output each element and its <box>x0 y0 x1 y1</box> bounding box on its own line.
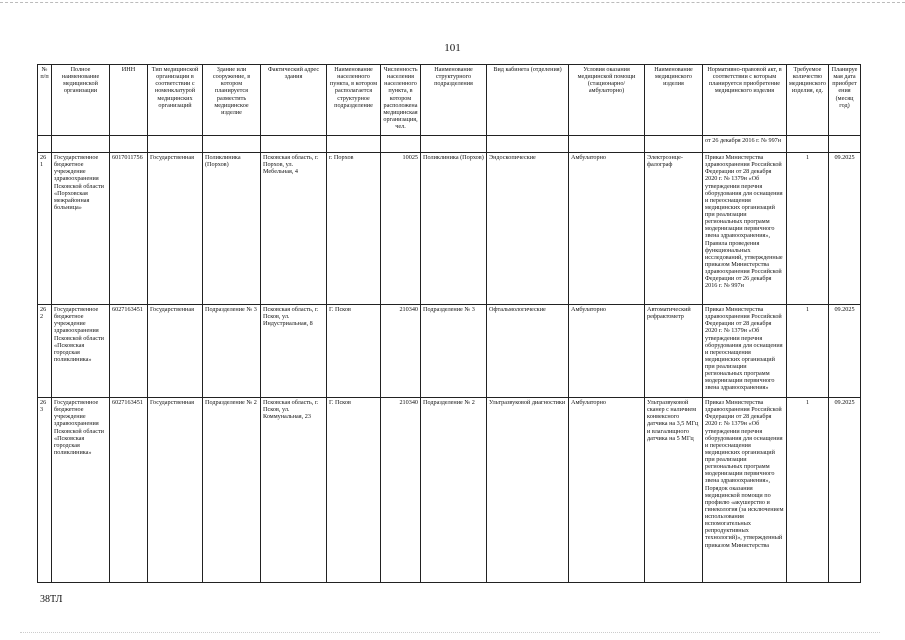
cell-unit: Подразделение № 3 <box>421 305 487 398</box>
header-num: № п/п <box>38 65 52 136</box>
cell-population: 210340 <box>381 305 421 398</box>
cell-unit: Подразделение № 2 <box>421 398 487 583</box>
header-org: Полное наименование медицинской организации <box>52 65 110 136</box>
scan-artifact-bottom <box>20 632 880 633</box>
cell-settlement: Г. Псков <box>327 398 381 583</box>
cell-type: Государственная <box>148 153 203 305</box>
cell-cabinet: Ультразвуковой диагностики <box>487 398 569 583</box>
cell-cabinet: Эндоскопические <box>487 153 569 305</box>
cell-unit: Поликлиника (Порхов) <box>421 153 487 305</box>
header-conditions: Условия оказания медицинской помощи (стационарно/ амбулаторно) <box>569 65 645 136</box>
cell-org: Государственное бюджетное учреждение здравоохранения Псковской области «Псковская городская поликлиника» <box>52 398 110 583</box>
cell-type: Государственная <box>148 398 203 583</box>
cell-building: Подразделение № 2 <box>203 398 261 583</box>
header-inn: ИНН <box>110 65 148 136</box>
cell-org: Государственное бюджетное учреждение здравоохранения Псковской области «Псковская городская поликлиника» <box>52 305 110 398</box>
cell-type: Государственная <box>148 305 203 398</box>
cell-address: Псковская область, г. Псков, ул. Индустриальная, 8 <box>261 305 327 398</box>
continuation-act: от 26 декабря 2016 г. № 997н <box>703 136 787 153</box>
cell-population: 210340 <box>381 398 421 583</box>
cell-settlement: г. Порхов <box>327 153 381 305</box>
cell-act: Приказ Министерства здравоохранения Российской Федерации от 28 декабря 2020 г. № 1379н «Об утверждении перечня оборудования для оснащения и переоснащения медицинских организаций при реализации региональных программ модернизации первичного звена здравоохранения», Порядок оказания медицинской помощи по профилю «акушерство и гинекология (за исключением использования вспомогательных репродуктивных технологий)», утвержденный приказом Министерства <box>703 398 787 583</box>
cell-qty: 1 <box>787 305 829 398</box>
cell-date: 09.2025 <box>829 398 861 583</box>
cell-qty: 1 <box>787 398 829 583</box>
cell-conditions: Амбулаторно <box>569 305 645 398</box>
header-date: Планируемая дата приобретения (месяц год) <box>829 65 861 136</box>
cell-date: 09.2025 <box>829 305 861 398</box>
equipment-table <box>37 64 861 583</box>
header-act: Нормативно-правовой акт, в соответствии с которым планируется приобретение медицинского изделия <box>703 65 787 136</box>
cell-address: Псковская область, г. Порхов, ул. Мебельная, 4 <box>261 153 327 305</box>
cell-device: Ультразвуковой сканер с наличием конвексного датчика на 3,5 МГц и влагалищного датчика на 5 МГц <box>645 398 703 583</box>
cell-population: 10025 <box>381 153 421 305</box>
cell-act: Приказ Министерства здравоохранения Российской Федерации от 28 декабря 2020 г. № 1379н «Об утверждении перечня оборудования для оснащения и переоснащения медицинских организаций при реализации региональных программ модернизации первичного звена здравоохранения» <box>703 305 787 398</box>
cell-org: Государственное бюджетное учреждение здравоохранения Псковской области «Порховская межрайонная больница» <box>52 153 110 305</box>
cell-address: Псковская область, г. Псков, ул. Коммунальная, 23 <box>261 398 327 583</box>
scan-artifact-top <box>0 2 905 3</box>
header-device: Наименование медицинского изделия <box>645 65 703 136</box>
page-number: 101 <box>444 42 461 54</box>
header-unit: Наименование структурного подразделения <box>421 65 487 136</box>
table-row-continuation <box>38 136 861 153</box>
cell-inn: 6027163451 <box>110 398 148 583</box>
table-row <box>38 305 861 398</box>
cell-act: Приказ Министерства здравоохранения Российской Федерации от 28 декабря 2020 г. № 1379н «Об утверждении перечня оборудования для оснащения и переоснащения медицинских организаций при реализации региональных программ модернизации первичного звена здравоохранения», Правила проведения функциональных исследований, утвержденные приказом Министерства здравоохранения Российской Федерации от 26 декабря 2016 г. № 997н <box>703 153 787 305</box>
header-type: Тип медицинской организации в соответствии с номенклатурой медицинских организаций <box>148 65 203 136</box>
cell-date: 09.2025 <box>829 153 861 305</box>
header-address: Фактический адрес здания <box>261 65 327 136</box>
cell-conditions: Амбулаторно <box>569 398 645 583</box>
cell-num: 262 <box>38 305 52 398</box>
cell-device: Автоматический рефрактометр <box>645 305 703 398</box>
cell-num: 263 <box>38 398 52 583</box>
header-population: Численность населения населенного пункта, в котором расположена медицинская организация, чел. <box>381 65 421 136</box>
cell-cabinet: Офтальмологические <box>487 305 569 398</box>
cell-building: Поликлиника (Порхов) <box>203 153 261 305</box>
cell-num: 261 <box>38 153 52 305</box>
cell-inn: 6027163451 <box>110 305 148 398</box>
header-settlement: Наименование населенного пункта, в котором располагается структурное подразделение <box>327 65 381 136</box>
header-building: Здание или сооружение, в котором планируется разместить медицинское изделие <box>203 65 261 136</box>
cell-inn: 6017011756 <box>110 153 148 305</box>
table-row <box>38 398 861 583</box>
table-row <box>38 153 861 305</box>
cell-qty: 1 <box>787 153 829 305</box>
cell-conditions: Амбулаторно <box>569 153 645 305</box>
cell-building: Подразделение № 3 <box>203 305 261 398</box>
header-cabinet: Вид кабинета (отделения) <box>487 65 569 136</box>
table-header-row <box>38 65 861 136</box>
cell-settlement: Г. Псков <box>327 305 381 398</box>
cell-device: Электроэнце-фалограф <box>645 153 703 305</box>
header-qty: Требуемое количество медицинского изделия, ед. <box>787 65 829 136</box>
sheet-code: 38ТЛ <box>40 594 63 605</box>
